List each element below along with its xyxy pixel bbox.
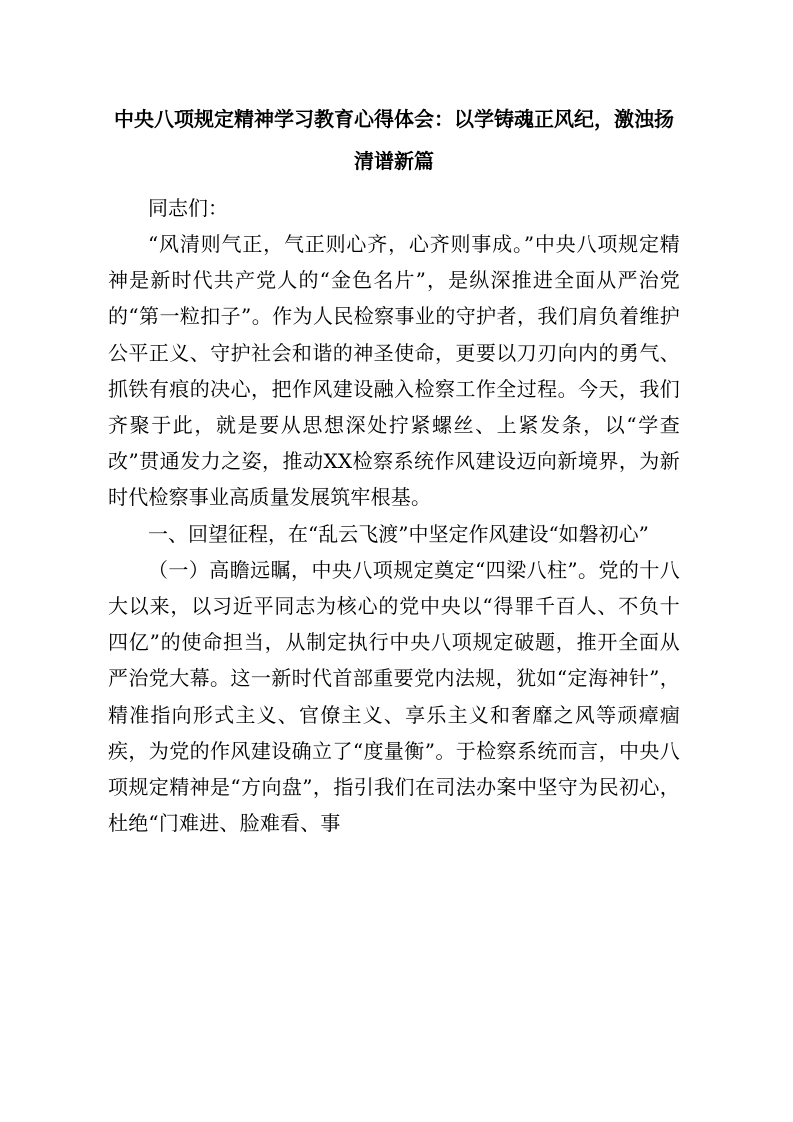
- document-body: [108, 98, 680, 841]
- document-title: 中央八项规定精神学习教育心得体会：以学铸魂正风纪，激浊扬清谱新篇: [114, 107, 674, 173]
- intro-paragraph: “风清则气正，气正则心齐，心齐则事成。”中央八项规定精神是新时代共产党人的“金色名片”，是纵深推进全面从严治党的“第一粒扣子”。作为人民检察事业的守护者，我们肩负着维护公平正义、守护社会和谐的神圣使命，更要以刀刃向内的勇气、抓铁有痕的决心，把作风建设融入检察工作全过程。今天，我们齐聚于此，就是要从思想深处拧紧螺丝、上紧发条，以“学查改”贯通发力之姿，推动XX检察系统作风建设迈向新境界，为新时代检察事业高质量发展筑牢根基。: [108, 232, 680, 510]
- salutation: 同志们：: [148, 196, 228, 220]
- section-1-paragraph: （一）高瞻远瞩，中央八项规定奠定“四梁八柱”。党的十八大以来，以习近平同志为核心的党中央以“得罪千百人、不负十四亿”的使命担当，从制定执行中央八项规定破题，推开全面从严治党大幕。这一新时代首部重要党内法规，犹如“定海神针”，精准指向形式主义、官僚主义、享乐主义和奢靡之风等顽瘴痼疾，为党的作风建设确立了“度量衡”。于检察系统而言，中央八项规定精神是“方向盘”，指引我们在司法办案中坚守为民初心，杜绝“门难进、脸难看、事: [108, 557, 680, 836]
- section-heading-1: 一、回望征程，在“乱云飞渡”中坚定作风建设“如磐初心”: [148, 521, 649, 546]
